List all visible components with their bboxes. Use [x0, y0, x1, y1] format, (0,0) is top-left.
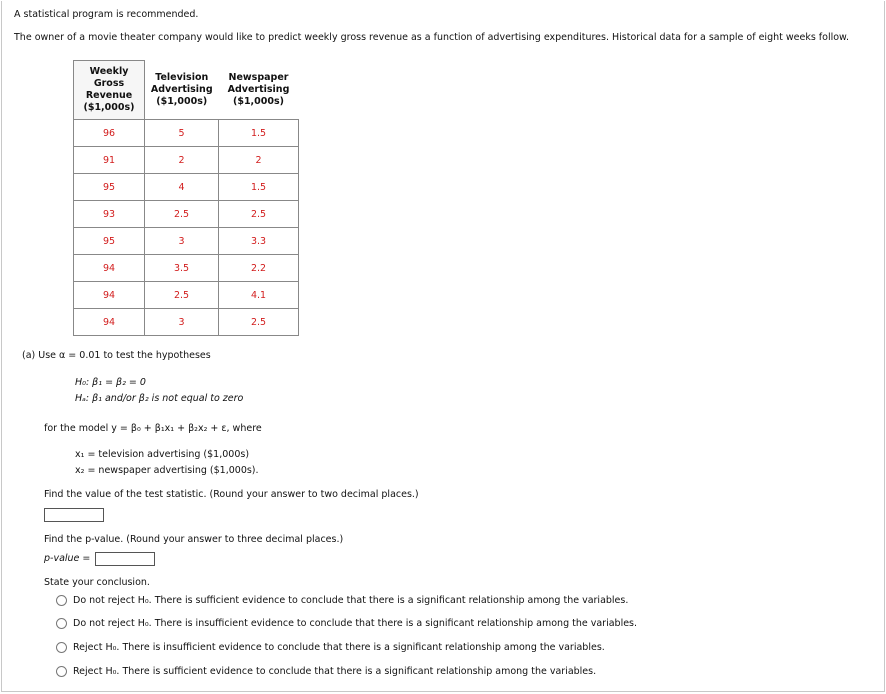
header-weekly-revenue: Weekly Gross Revenue ($1,000s) [74, 61, 145, 120]
alternative-hypothesis: Hₐ: β₁ and/or β₂ is not equal to zero [75, 393, 244, 404]
cell-revenue: 94 [74, 255, 145, 282]
cell-tv: 3.5 [145, 255, 219, 282]
conclusion-option-1[interactable] [56, 595, 628, 606]
cell-newspaper: 4.1 [219, 282, 299, 309]
radio-button[interactable] [56, 618, 67, 629]
cell-tv: 2.5 [145, 282, 219, 309]
recommendation-note: A statistical program is recommended. [14, 9, 199, 20]
cell-newspaper: 1.5 [219, 174, 299, 201]
conclusion-option-3[interactable] [56, 642, 605, 653]
cell-tv: 5 [145, 120, 219, 147]
option-label: Reject H₀. There is sufficient evidence to conclude that there is a significant relationship among the variables. [73, 666, 597, 677]
cell-newspaper: 2.2 [219, 255, 299, 282]
cell-tv: 3 [145, 228, 219, 255]
problem-intro: The owner of a movie theater company would like to predict weekly gross revenue as a function of advertising expenditures. Historical data for a sample of eight weeks follow. [14, 32, 849, 43]
p-value-prompt: Find the p-value. (Round your answer to three decimal places.) [44, 534, 344, 545]
cell-newspaper: 2.5 [219, 309, 299, 336]
cell-tv: 3 [145, 309, 219, 336]
cell-revenue: 91 [74, 147, 145, 174]
null-hypothesis: H₀: β₁ = β₂ = 0 [75, 377, 146, 388]
variable-x2-definition: x₂ = newspaper advertising ($1,000s). [75, 465, 259, 476]
cell-revenue: 93 [74, 201, 145, 228]
cell-revenue: 95 [74, 174, 145, 201]
cell-tv: 2 [145, 147, 219, 174]
cell-newspaper: 1.5 [219, 120, 299, 147]
conclusion-option-4[interactable] [56, 666, 596, 677]
radio-button[interactable] [56, 595, 67, 606]
cell-newspaper: 3.3 [219, 228, 299, 255]
variable-x1-definition: x₁ = television advertising ($1,000s) [75, 449, 250, 460]
table-header-row [74, 61, 299, 120]
conclusion-prompt: State your conclusion. [44, 577, 150, 588]
table-row [74, 147, 299, 174]
cell-tv: 2.5 [145, 201, 219, 228]
cell-tv: 4 [145, 174, 219, 201]
model-statement: for the model y = β₀ + β₁x₁ + β₂x₂ + ε, where [44, 423, 262, 434]
option-label: Reject H₀. There is insufficient evidence to conclude that there is a significant relationship among the variables. [73, 642, 605, 653]
cell-revenue: 94 [74, 309, 145, 336]
table-row [74, 309, 299, 336]
test-statistic-input[interactable] [44, 508, 104, 522]
cell-newspaper: 2.5 [219, 201, 299, 228]
table-row [74, 255, 299, 282]
radio-button[interactable] [56, 666, 67, 677]
option-label: Do not reject H₀. There is sufficient evidence to conclude that there is a significant relationship among the variables. [73, 595, 629, 606]
data-table [73, 60, 299, 336]
cell-newspaper: 2 [219, 147, 299, 174]
radio-button[interactable] [56, 642, 67, 653]
cell-revenue: 96 [74, 120, 145, 147]
conclusion-option-2[interactable] [56, 618, 637, 629]
p-value-label: p-value = [44, 553, 91, 564]
option-label: Do not reject H₀. There is insufficient evidence to conclude that there is a significant relationship among the variables. [73, 618, 638, 629]
p-value-input[interactable] [95, 552, 155, 566]
table-row [74, 282, 299, 309]
test-statistic-prompt: Find the value of the test statistic. (Round your answer to two decimal places.) [44, 489, 419, 500]
part-a-label: (a) Use α = 0.01 to test the hypotheses [22, 350, 211, 361]
table-row [74, 174, 299, 201]
header-television-advertising: Television Advertising ($1,000s) [150, 71, 213, 107]
cell-revenue: 94 [74, 282, 145, 309]
table-row [74, 120, 299, 147]
table-row [74, 228, 299, 255]
table-row [74, 201, 299, 228]
cell-revenue: 95 [74, 228, 145, 255]
header-newspaper-advertising: Newspaper Advertising ($1,000s) [227, 71, 290, 107]
